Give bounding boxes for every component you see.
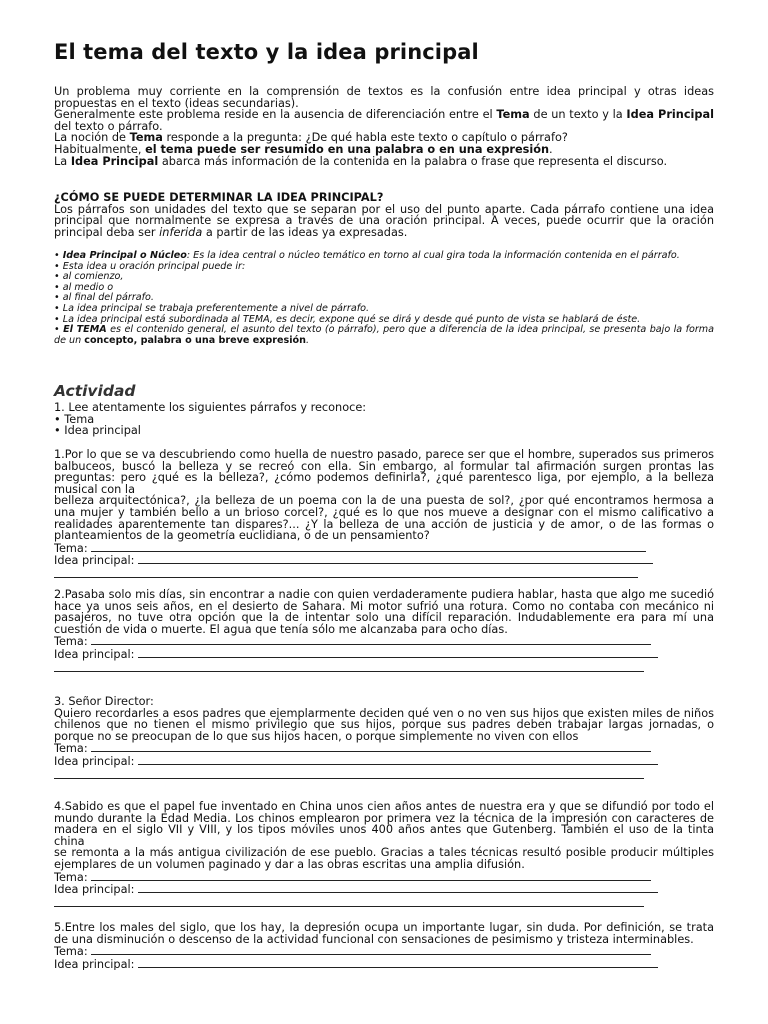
section-heading: ¿CÓMO SE PUEDE DETERMINAR LA IDEA PRINCIPAL? (54, 191, 384, 204)
italic-term: inferida (159, 225, 203, 239)
bullet-icon: • (54, 250, 60, 261)
bullet-icon: • (54, 412, 61, 426)
text-span: La noción de (54, 131, 130, 145)
intro-paragraph-5 (54, 156, 714, 168)
exercise-text: belleza arquitectónica?, ¿la belleza de un poema con la de una puesta de sol?, ¿por qué encontramos hermosa a una mujer y también bello a un brioso corcel?, ¿qué es lo que nos mueve a designar con el mismo calificativo a realidades aparentemente tan dispares?... ¿Y la belleza de una acción de justicia y de amor, o de las formas o planteamientos de la geometría euclidiana, o de un pensamiento? (54, 494, 714, 543)
page-title: El tema del texto y la idea principal (54, 40, 479, 64)
exercise-text: 5.Entre los males del siglo, que los hay, la depresión ocupa un importante lugar, sin duda. Por definición, se trata de una disminución o descenso de la actividad funcional con sensaciones de pesimismo y tristeza interminables. (54, 921, 714, 946)
text-span: Idea principal (64, 424, 141, 438)
idea-term: Idea Principal (70, 154, 159, 168)
blank-line[interactable] (54, 671, 644, 672)
blank-line (91, 635, 651, 645)
text-span: Habitualmente, (54, 142, 146, 156)
text-span: del texto o párrafo. (54, 119, 163, 133)
text-span: La idea principal se trabaja preferentemente a nivel de párrafo. (62, 302, 369, 314)
tema-label: Tema: (54, 742, 88, 755)
idea-answer-line[interactable] (54, 755, 714, 768)
idea-term: Idea Principal (626, 108, 714, 122)
bullet-icon: • (54, 324, 60, 336)
exercise-text: se remonta a la más antigua civilización de ese pueblo. Gracias a tales técnicas resultó posible producir múltiples ejemplares de un volumen paginado y dar a las obras escritas una amplia difusión. (54, 846, 714, 871)
blank-line (138, 883, 658, 893)
idea-answer-line[interactable] (54, 648, 714, 661)
bullet-label: El TEMA (63, 324, 107, 336)
blank-line[interactable] (54, 577, 638, 578)
bullet-label: Idea Principal o Núcleo (62, 250, 187, 261)
text-span: a partir de las ideas ya expresadas. (202, 225, 408, 239)
bullet-item (54, 325, 714, 346)
text-span: . (549, 142, 553, 156)
tema-label: Tema: (54, 870, 88, 884)
tema-answer-line[interactable] (54, 542, 714, 555)
exercise-1 (54, 449, 714, 578)
blank-line (91, 945, 651, 955)
exercise-4 (54, 801, 714, 907)
exercise-text: 4.Sabido es que el papel fue inventado en China unos cien años antes de nuestra era y que se difundió por todo el mundo durante la Edad Media. Los chinos emplearon por primera vez la técnica de la impresión con caracteres de madera en el siglo VII y VIII, y los tipos móviles unos 400 años antes que Gutenberg. También el uso de la tinta china (54, 800, 714, 848)
exercise-5 (54, 922, 714, 970)
activity-instruction: 1. Lee atentamente los siguientes párrafos y reconoce: (54, 401, 367, 414)
blank-line (138, 648, 658, 658)
tema-label: Tema: (54, 945, 88, 958)
text-span: abarca más información de la contenida en la palabra o frase que representa el discurso. (158, 154, 668, 168)
tema-term: Tema (496, 108, 530, 122)
activity-list-item (54, 414, 714, 426)
tema-answer-line[interactable] (54, 635, 714, 648)
blank-line (138, 755, 658, 765)
bullet-icon: • (54, 271, 60, 283)
blank-line[interactable] (54, 778, 644, 779)
text-span: Generalmente este problema reside en la ausencia de diferenciación entre el (54, 108, 497, 122)
exercise-text: 3. Señor Director: (54, 695, 154, 708)
exercise-2 (54, 589, 714, 672)
bullet-icon: • (54, 302, 60, 314)
text-span: de un texto y la (529, 108, 627, 122)
text-span: al final del párrafo. (62, 292, 154, 304)
activity-instructions (54, 402, 714, 437)
determine-section (54, 192, 714, 238)
blank-line (91, 871, 651, 881)
text-span: responde a la pregunta: ¿De qué habla este texto o capítulo o párrafo? (162, 131, 568, 145)
bullet-icon: • (54, 313, 60, 325)
bullet-icon: • (54, 424, 61, 438)
idea-answer-line[interactable] (54, 958, 714, 971)
intro-paragraph-2 (54, 109, 714, 132)
text-span: : Es la idea central o núcleo temático en torno al cual gira toda la información contenida en el párrafo. (186, 250, 680, 261)
idea-label: Idea principal: (54, 647, 135, 661)
tema-answer-line[interactable] (54, 945, 714, 958)
bullet-list (54, 251, 714, 346)
intro-paragraph-1: Un problema muy corriente en la comprensión de textos es la confusión entre idea principal y otras ideas propuestas en el texto (ideas secundarias). (54, 85, 714, 110)
idea-label: Idea principal: (54, 883, 135, 896)
tema-label: Tema: (54, 635, 88, 648)
idea-label: Idea principal: (54, 554, 135, 567)
blank-line (91, 542, 646, 552)
bullet-icon: • (54, 292, 60, 304)
exercise-text: 1.Por lo que se va descubriendo como huella de nuestro pasado, parece ser que el hombre, superados sus primeros balbuceos, buscó la belleza y se recreó con ella. Sin embargo, al formular tal afirmación surgen prontas las preguntas: pero ¿qué es la belleza?, ¿cómo podemos definirla?, ¿qué parentesco liga, por ejemplo, a la belleza musical con la (54, 448, 714, 496)
text-span: Los párrafos son unidades del texto que se separan por el uso del punto aparte. Cada párrafo contiene una idea principal que normalmente se expresa a través de una oración principal. A veces, puede ocurrir que la oración principal deba ser (54, 202, 714, 239)
activity-list-item (54, 425, 714, 437)
text-span: al medio o (62, 281, 114, 293)
text-span: La idea principal está subordinada al TEMA, es decir, expone qué se dirá y desde qué punto de vista se hablará de éste. (62, 313, 641, 325)
activity-title: Actividad (54, 382, 136, 400)
exercise-text: Quiero recordarles a esos padres que ejemplarmente deciden qué ven o no ven sus hijos que existen miles de niños chilenos que no tienen el mismo privilegio que sus hijos, porque sus padres deben trabajar largas jornadas, o porque no se preocupan de lo que sus hijos hacen, o porque simplemente no viven con ellos (54, 706, 714, 743)
bullet-item (54, 272, 714, 283)
blank-line[interactable] (54, 906, 644, 907)
text-span: La (54, 154, 71, 168)
intro-section (54, 86, 714, 167)
exercise-3 (54, 696, 714, 779)
blank-line (138, 958, 658, 968)
section-paragraph (54, 204, 714, 239)
tema-term: Tema (129, 131, 163, 145)
exercise-text: 2.Pasaba solo mis días, sin encontrar a nadie con quien verdaderamente pudiera hablar, hasta que algo me sucedió hace ya unos seis años, en el desierto de Sahara. Mi motor sufrió una rotura. Como no contaba con mecánico ni pasajeros, no tuve otra opción que la de intentar solo una difícil reparación. Indudablemente era para mí una cuestión de vida o muerte. El agua que tenía sólo me alcanzaba para ocho días. (54, 588, 714, 636)
blank-line (138, 554, 653, 564)
idea-answer-line[interactable] (54, 883, 714, 896)
text-span: Esta idea u oración principal puede ir: (62, 260, 246, 272)
text-span: . (305, 334, 310, 346)
idea-label: Idea principal: (54, 754, 135, 768)
tema-label: Tema: (54, 541, 88, 555)
bullet-icon: • (54, 281, 60, 293)
idea-answer-line[interactable] (54, 554, 714, 567)
tema-answer-line[interactable] (54, 742, 714, 755)
bold-statement: el tema puede ser resumido en una palabra o en una expresión (145, 142, 550, 156)
blank-line (91, 742, 651, 752)
tema-answer-line[interactable] (54, 871, 714, 884)
idea-label: Idea principal: (54, 957, 135, 971)
bullet-item (54, 262, 714, 273)
text-span: Tema (64, 412, 95, 426)
text-span: es el contenido general, el asunto del texto (o párrafo), pero que a diferencia de la idea principal, se presenta bajo la forma de un (54, 324, 714, 346)
bold-statement: concepto, palabra o una breve expresión (84, 334, 306, 346)
bullet-icon: • (54, 260, 60, 272)
text-span: al comienzo, (62, 271, 124, 283)
